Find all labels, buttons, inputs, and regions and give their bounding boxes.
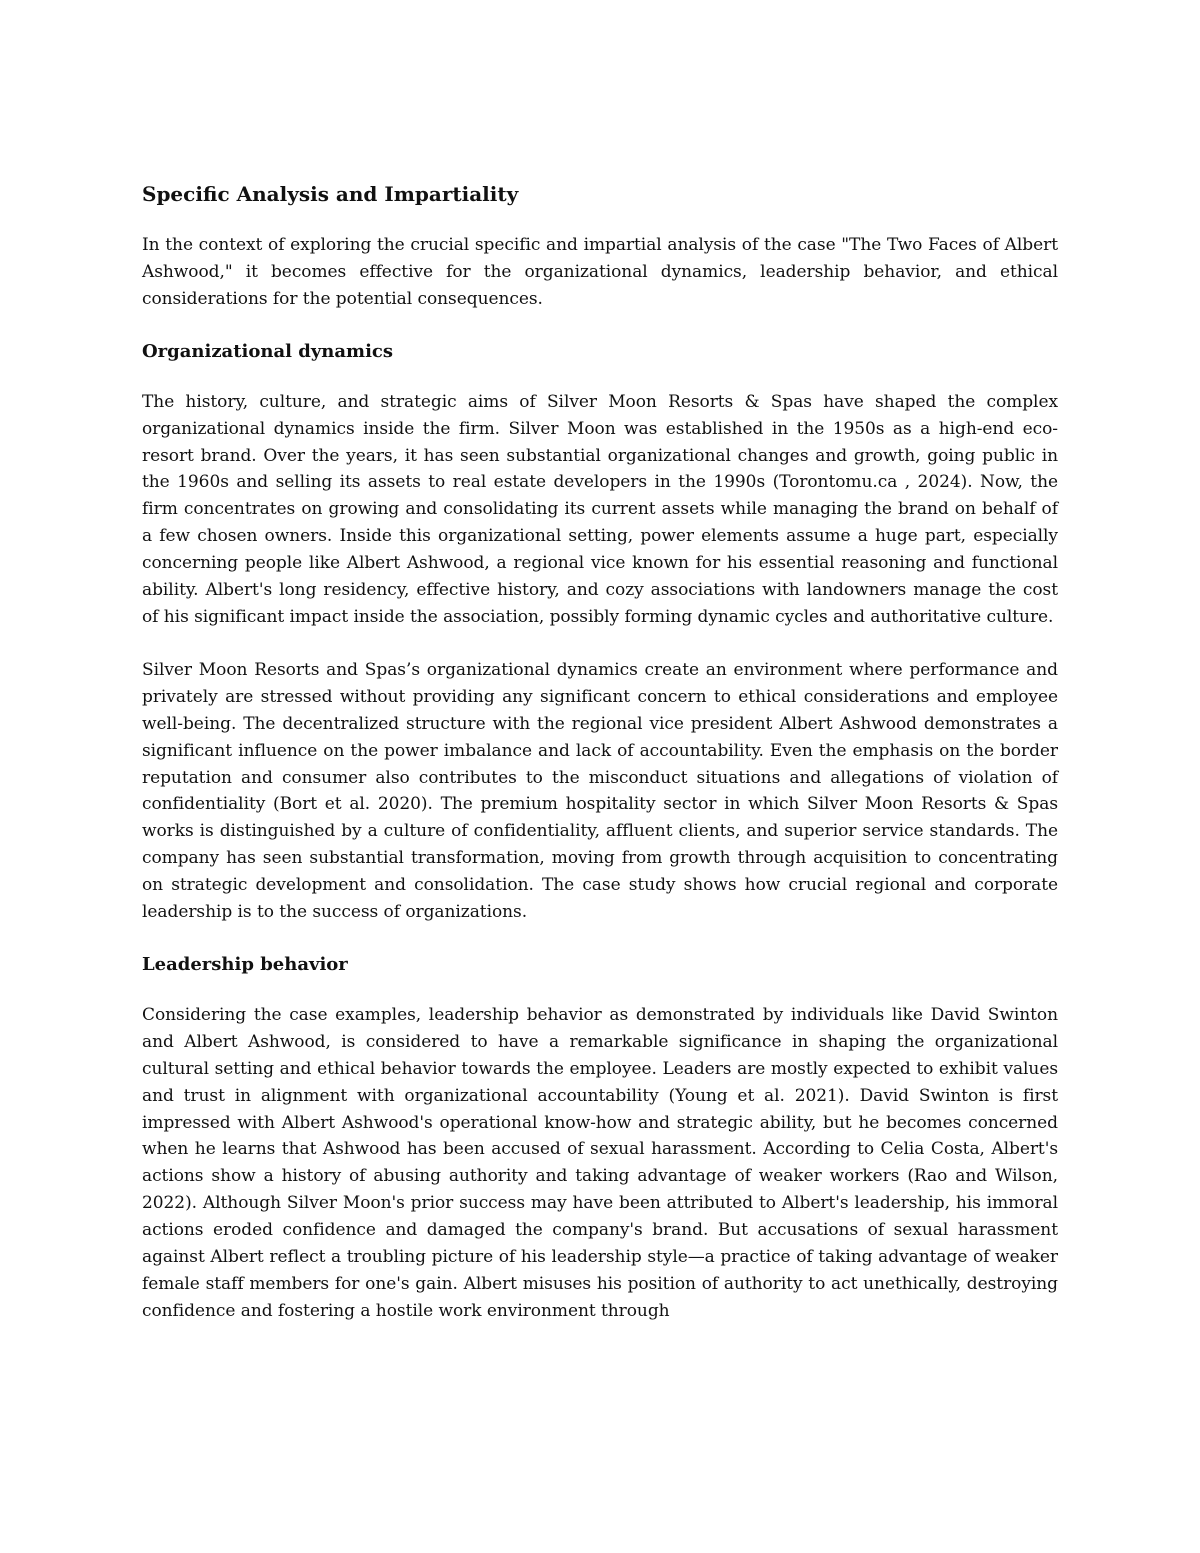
body-paragraph: Silver Moon Resorts and Spas’s organizational dynamics create an environment where performance and privately are stressed without providing any significant concern to ethical considerations and employee well-being. The decentralized structure with the regional vice president Albert Ashwood demonstrates a significant influence on the power imbalance and lack of accountability. Even the emphasis on the border reputation and consumer also contributes to the misconduct situations and allegations of violation of confidentiality (Bort et al. 2020). The premium hospitality sector in which Silver Moon Resorts & Spas works is distinguished by a culture of confidentiality, affluent clients, and superior service standards. The company has seen substantial transformation, moving from growth through acquisition to concentrating on strategic development and consolidation. The case study shows how crucial regional and corporate leadership is to the success of organizations.	[142, 659, 1058, 923]
section-leadership-behavior	[142, 952, 1058, 1325]
section-organizational-dynamics	[142, 339, 1058, 926]
section-heading: Organizational dynamics	[142, 340, 394, 362]
intro-paragraph: In the context of exploring the crucial specific and impartial analysis of the case "The Two Faces of Albert Ashwood," it becomes effective for the organizational dynamics, leadership behavior, and ethical considerations for the potential consequences.	[142, 235, 1058, 309]
body-paragraph: The history, culture, and strategic aims of Silver Moon Resorts & Spas have shaped the complex organizational dynamics inside the firm. Silver Moon was established in the 1950s as a high-end eco-resort brand. Over the years, it has seen substantial organizational changes and growth, going public in the 1960s and selling its assets to real estate developers in the 1990s (Torontomu.ca , 2024). Now, the firm concentrates on growing and consolidating its current assets while managing the brand on behalf of a few chosen owners. Inside this organizational setting, power elements assume a huge part, especially concerning people like Albert Ashwood, a regional vice known for his essential reasoning and functional ability. Albert's long residency, effective history, and cozy associations with landowners manage the cost of his significant impact inside the association, possibly forming dynamic cycles and authoritative culture.	[142, 391, 1058, 627]
document-page	[142, 180, 1058, 1325]
body-paragraph: Considering the case examples, leadership behavior as demonstrated by individuals like David Swinton and Albert Ashwood, is considered to have a remarkable significance in shaping the organizational cultural setting and ethical behavior towards the employee. Leaders are mostly expected to exhibit values and trust in alignment with organizational accountability (Young et al. 2021). David Swinton is first impressed with Albert Ashwood's operational know-how and strategic ability, but he becomes concerned when he learns that Ashwood has been accused of sexual harassment. According to Celia Costa, Albert's actions show a history of abusing authority and taking advantage of weaker workers (Rao and Wilson, 2022). Although Silver Moon's prior success may have been attributed to Albert's leadership, his immoral actions eroded confidence and damaged the company's brand. But accusations of sexual harassment against Albert reflect a troubling picture of his leadership style—a practice of taking advantage of weaker female staff members for one's gain. Albert misuses his position of authority to act unethically, destroying confidence and fostering a hostile work environment through	[142, 1004, 1058, 1321]
section-heading: Leadership behavior	[142, 953, 348, 975]
page-title: Specific Analysis and Impartiality	[142, 182, 519, 206]
